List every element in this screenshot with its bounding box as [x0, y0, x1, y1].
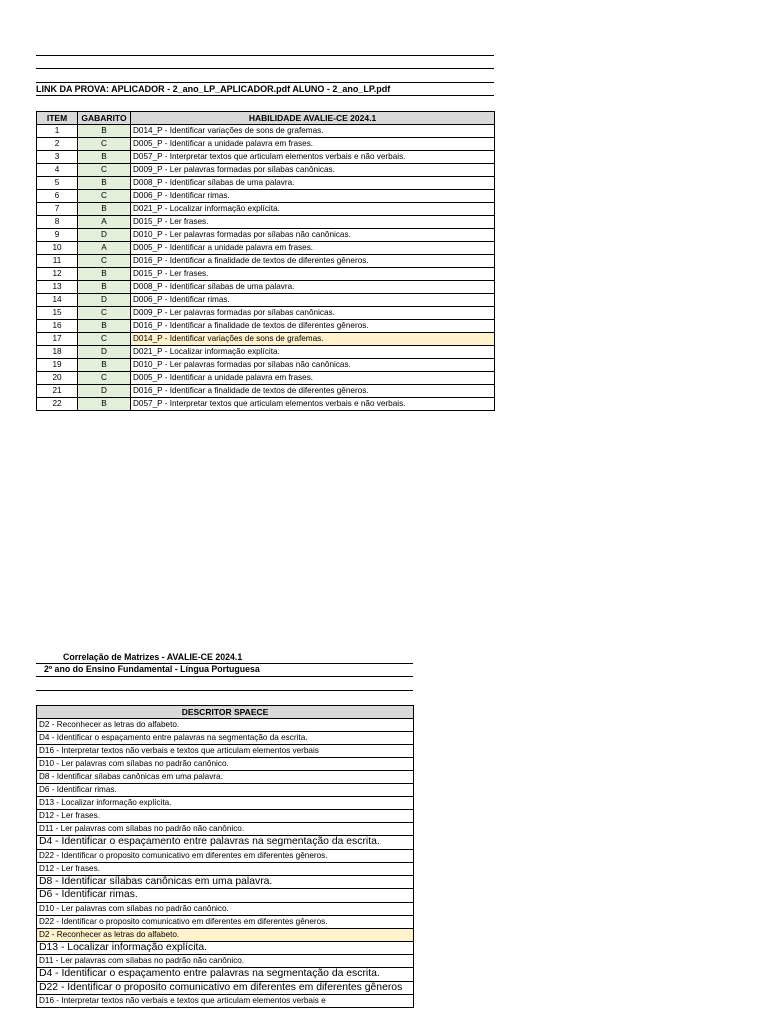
descritor-cell: D4 - Identificar o espaçamento entre palavras na segmentação da escrita.: [37, 732, 414, 745]
answer-key-row: [37, 333, 495, 346]
habilidade-cell: D010_P - Ler palavras formadas por sílabas não canônicas.: [131, 359, 495, 372]
descritor-cell: D2 - Reconhecer as letras do alfabeto.: [37, 928, 414, 941]
item-cell: 9: [37, 229, 78, 242]
habilidade-cell: D015_P - Ler frases.: [131, 268, 495, 281]
gabarito-cell: B: [78, 151, 131, 164]
habilidade-cell: D009_P - Ler palavras formadas por sílabas canônicas.: [131, 164, 495, 177]
descritor-row: [37, 810, 414, 823]
descritor-row: [37, 968, 414, 982]
descritor-row: [37, 995, 414, 1008]
habilidade-column-header: HABILIDADE AVALIE-CE 2024.1: [131, 112, 495, 125]
habilidade-cell: D005_P - Identificar a unidade palavra em frases.: [131, 242, 495, 255]
header-rule-3: [36, 82, 494, 83]
gabarito-cell: D: [78, 294, 131, 307]
item-cell: 7: [37, 203, 78, 216]
answer-key-row: [37, 125, 495, 138]
exam-link-line[interactable]: LINK DA PROVA: APLICADOR - 2_ano_LP_APLICADOR.pdf ALUNO - 2_ano_LP.pdf: [36, 84, 391, 94]
item-cell: 10: [37, 242, 78, 255]
item-cell: 1: [37, 125, 78, 138]
answer-key-row: [37, 398, 495, 411]
item-cell: 21: [37, 385, 78, 398]
habilidade-cell: D057_P - Interpretar textos que articulam elementos verbais e não verbais.: [131, 398, 495, 411]
item-cell: 12: [37, 268, 78, 281]
item-cell: 6: [37, 190, 78, 203]
habilidade-cell: D005_P - Identificar a unidade palavra em frases.: [131, 372, 495, 385]
item-cell: 18: [37, 346, 78, 359]
answer-key-row: [37, 164, 495, 177]
descritor-row: [37, 902, 414, 915]
habilidade-cell: D010_P - Ler palavras formadas por sílabas não canônicas.: [131, 229, 495, 242]
descritor-cell: D12 - Ler frases.: [37, 810, 414, 823]
gabarito-cell: C: [78, 307, 131, 320]
gabarito-cell: B: [78, 177, 131, 190]
descritor-row: [37, 875, 414, 889]
item-cell: 13: [37, 281, 78, 294]
answer-key-header-row: [37, 112, 495, 125]
descritor-cell: D10 - Ler palavras com sílabas no padrão canônico.: [37, 902, 414, 915]
gabarito-column-header: GABARITO: [78, 112, 131, 125]
item-column-header: ITEM: [37, 112, 78, 125]
habilidade-cell: D005_P - Identificar a unidade palavra em frases.: [131, 138, 495, 151]
gabarito-cell: D: [78, 229, 131, 242]
descritor-row: [37, 719, 414, 732]
answer-key-row: [37, 320, 495, 333]
descritor-row: [37, 915, 414, 928]
answer-key-row: [37, 281, 495, 294]
answer-key-row: [37, 294, 495, 307]
gabarito-cell: D: [78, 346, 131, 359]
item-cell: 4: [37, 164, 78, 177]
correlacao-title: Correlação de Matrizes - AVALIE-CE 2024.1: [63, 652, 243, 662]
descritor-row: [37, 862, 414, 875]
descritor-row: [37, 955, 414, 968]
gabarito-cell: D: [78, 385, 131, 398]
header-rule-1: [36, 55, 494, 56]
item-cell: 2: [37, 138, 78, 151]
habilidade-cell: D008_P - Identificar sílabas de uma palavra.: [131, 281, 495, 294]
habilidade-cell: D006_P - Identificar rimas.: [131, 190, 495, 203]
answer-key-row: [37, 372, 495, 385]
habilidade-cell: D016_P - Identificar a finalidade de textos de diferentes gêneros.: [131, 255, 495, 268]
descritor-row: [37, 784, 414, 797]
descritor-row: [37, 836, 414, 850]
descritor-row: [37, 981, 414, 995]
answer-key-row: [37, 359, 495, 372]
gabarito-cell: A: [78, 216, 131, 229]
item-cell: 15: [37, 307, 78, 320]
gabarito-cell: B: [78, 203, 131, 216]
answer-key-row: [37, 229, 495, 242]
item-cell: 20: [37, 372, 78, 385]
habilidade-cell: D016_P - Identificar a finalidade de textos de diferentes gêneros.: [131, 385, 495, 398]
item-cell: 16: [37, 320, 78, 333]
gabarito-cell: B: [78, 125, 131, 138]
descritor-cell: D22 - Identificar o proposito comunicativo em diferentes em diferentes gêneros: [37, 981, 414, 995]
gabarito-cell: B: [78, 398, 131, 411]
descritor-row: [37, 745, 414, 758]
correlacao-subtitle: 2º ano do Ensino Fundamental - Língua Portuguesa: [44, 664, 260, 674]
descritor-cell: D8 - Identificar sílabas canônicas em uma palavra.: [37, 875, 414, 889]
descritor-cell: D4 - Identificar o espaçamento entre palavras na segmentação da escrita.: [37, 968, 414, 982]
descritor-row: [37, 732, 414, 745]
item-cell: 14: [37, 294, 78, 307]
habilidade-cell: D008_P - Identificar sílabas de uma palavra.: [131, 177, 495, 190]
answer-key-row: [37, 216, 495, 229]
answer-key-row: [37, 177, 495, 190]
descritor-cell: D16 - Interpretar textos não verbais e textos que articulam elementos verbais: [37, 745, 414, 758]
answer-key-row: [37, 203, 495, 216]
descritor-cell: D11 - Ler palavras com sílabas no padrão não canônico.: [37, 823, 414, 836]
gabarito-cell: C: [78, 164, 131, 177]
gabarito-cell: B: [78, 359, 131, 372]
answer-key-row: [37, 307, 495, 320]
item-cell: 11: [37, 255, 78, 268]
item-cell: 19: [37, 359, 78, 372]
gabarito-cell: C: [78, 255, 131, 268]
item-cell: 3: [37, 151, 78, 164]
descritor-cell: D6 - Identificar rimas.: [37, 784, 414, 797]
gabarito-cell: C: [78, 190, 131, 203]
answer-key-row: [37, 268, 495, 281]
answer-key-row: [37, 151, 495, 164]
item-cell: 8: [37, 216, 78, 229]
descritor-cell: D2 - Reconhecer as letras do alfabeto.: [37, 719, 414, 732]
gabarito-cell: A: [78, 242, 131, 255]
habilidade-cell: D016_P - Identificar a finalidade de textos de diferentes gêneros.: [131, 320, 495, 333]
gabarito-cell: B: [78, 268, 131, 281]
descritor-row: [37, 758, 414, 771]
descritor-cell: D11 - Ler palavras com sílabas no padrão não canônico.: [37, 955, 414, 968]
descritor-row: [37, 941, 414, 955]
habilidade-cell: D015_P - Ler frases.: [131, 216, 495, 229]
descritor-column-header: DESCRITOR SPAECE: [37, 706, 414, 719]
header-rule-2: [36, 68, 494, 69]
habilidade-cell: D006_P - Identificar rimas.: [131, 294, 495, 307]
descritor-cell: D8 - Identificar sílabas canônicas em uma palavra.: [37, 771, 414, 784]
answer-key-row: [37, 190, 495, 203]
descritor-cell: D10 - Ler palavras com sílabas no padrão canônico.: [37, 758, 414, 771]
descritor-cell: D13 - Localizar informação explícita.: [37, 941, 414, 955]
habilidade-cell: D057_P - Interpretar textos que articulam elementos verbais e não verbais.: [131, 151, 495, 164]
descritor-header-row: [37, 706, 414, 719]
descritor-row: [37, 889, 414, 903]
descritor-row: [37, 849, 414, 862]
descritor-cell: D13 - Localizar informação explícita.: [37, 797, 414, 810]
correlacao-rule-2: [36, 676, 413, 677]
answer-key-row: [37, 255, 495, 268]
descritor-row: [37, 771, 414, 784]
gabarito-cell: C: [78, 372, 131, 385]
descritor-cell: D16 - Interpretar textos não verbais e textos que articulam elementos verbais e: [37, 995, 414, 1008]
habilidade-cell: D014_P - Identificar variações de sons de grafemas.: [131, 125, 495, 138]
descritor-cell: D4 - Identificar o espaçamento entre palavras na segmentação da escrita.: [37, 836, 414, 850]
item-cell: 22: [37, 398, 78, 411]
descritor-row: [37, 928, 414, 941]
answer-key-row: [37, 242, 495, 255]
gabarito-cell: B: [78, 320, 131, 333]
habilidade-cell: D014_P - Identificar variações de sons de grafemas.: [131, 333, 495, 346]
gabarito-cell: C: [78, 138, 131, 151]
answer-key-table: [36, 111, 495, 411]
gabarito-cell: C: [78, 333, 131, 346]
descritor-row: [37, 797, 414, 810]
descritor-spaece-table: [36, 705, 414, 1008]
descritor-cell: D6 - Identificar rimas.: [37, 889, 414, 903]
correlacao-rule-3: [36, 690, 413, 691]
descritor-cell: D12 - Ler frases.: [37, 862, 414, 875]
habilidade-cell: D009_P - Ler palavras formadas por sílabas canônicas.: [131, 307, 495, 320]
header-rule-4: [36, 95, 494, 96]
item-cell: 17: [37, 333, 78, 346]
answer-key-row: [37, 385, 495, 398]
descritor-cell: D22 - Identificar o proposito comunicativo em diferentes em diferentes gêneros.: [37, 849, 414, 862]
habilidade-cell: D021_P - Localizar informação explícita.: [131, 203, 495, 216]
gabarito-cell: B: [78, 281, 131, 294]
answer-key-row: [37, 138, 495, 151]
item-cell: 5: [37, 177, 78, 190]
descritor-row: [37, 823, 414, 836]
answer-key-row: [37, 346, 495, 359]
habilidade-cell: D021_P - Localizar informação explícita.: [131, 346, 495, 359]
descritor-cell: D22 - Identificar o proposito comunicativo em diferentes em diferentes gêneros.: [37, 915, 414, 928]
